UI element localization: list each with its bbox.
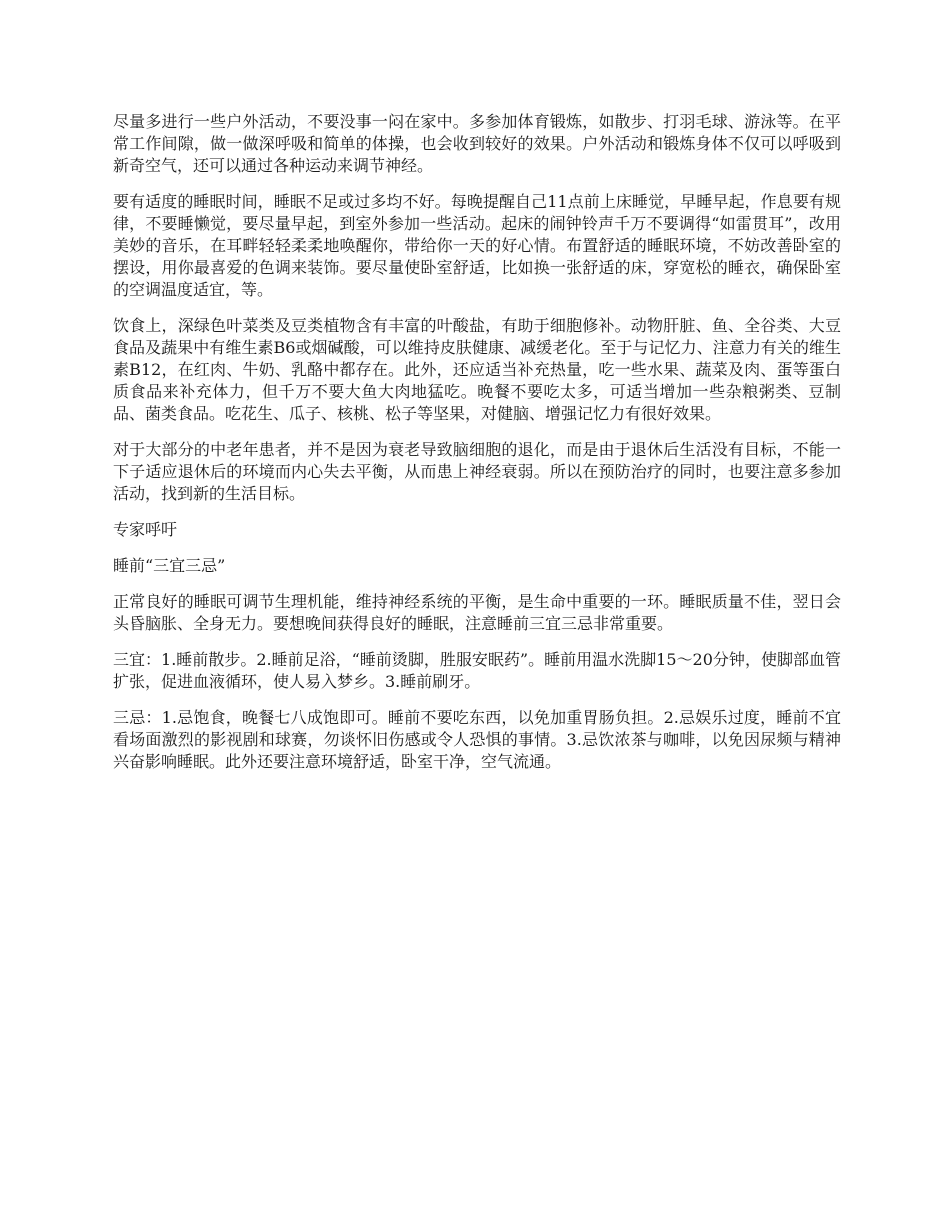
paragraph-three-dos: 三宜：1.睡前散步。2.睡前足浴，“睡前烫脚，胜服安眠药”。睡前用温水洗脚15～20分钟，使脚部血管扩张，促进血液循环，使人易入梦乡。3.睡前刷牙。 [113, 650, 841, 691]
paragraph-elderly-patients: 对于大部分的中老年患者，并不是因为衰老导致脑细胞的退化，而是由于退休后生活没有目标，不能一下子适应退休后的环境而内心失去平衡，从而患上神经衰弱。所以在预防治疗的同时，也要注意多参加活动，找到新的生活目标。 [113, 440, 841, 503]
paragraph-three-donts: 三忌：1.忌饱食，晚餐七八成饱即可。睡前不要吃东西，以免加重胃肠负担。2.忌娱乐过度，睡前不宜看场面激烈的影视剧和球赛，勿谈怀旧伤感或令人恐惧的事情。3.忌饮浓茶与咖啡，以免因尿频与精神兴奋影响睡眠。此外还要注意环境舒适，卧室干净，空气流通。 [113, 708, 841, 771]
paragraph-bedtime-title: 睡前“三宜三忌” [113, 556, 226, 575]
paragraph-sleep-quality: 正常良好的睡眠可调节生理机能，维持神经系统的平衡，是生命中重要的一环。睡眠质量不佳，翌日会头昏脑胀、全身无力。要想晚间获得良好的睡眠，注意睡前三宜三忌非常重要。 [113, 592, 841, 633]
paragraph-expert-appeal: 专家呼吁 [113, 520, 178, 539]
paragraph-sleep-time: 要有适度的睡眠时间，睡眠不足或过多均不好。每晚提醒自己11点前上床睡觉，早睡早起，作息要有规律，不要睡懒觉，要尽量早起，到室外参加一些活动。起床的闹钟铃声千万不要调得“如雷贯耳”，改用美妙的音乐，在耳畔轻轻柔柔地唤醒你，带给你一天的好心情。布置舒适的睡眠环境，不妨改善卧室的摆设，用你最喜爱的色调来装饰。要尽量使卧室舒适，比如换一张舒适的床，穿宽松的睡衣，确保卧室的空调温度适宜，等。 [113, 192, 841, 299]
document-body [113, 111, 841, 787]
paragraph-diet: 饮食上，深绿色叶菜类及豆类植物含有丰富的叶酸盐，有助于细胞修补。动物肝脏、鱼、全谷类、大豆食品及蔬果中有维生素B6或烟碱酸，可以维持皮肤健康、减缓老化。至于与记忆力、注意力有关的维生素B12，在红肉、牛奶、乳酪中都存在。此外，还应适当补充热量，吃一些水果、蔬菜及肉、蛋等蛋白质食品来补充体力，但千万不要大鱼大肉地猛吃。晚餐不要吃太多，可适当增加一些杂粮粥类、豆制品、菌类食品。吃花生、瓜子、核桃、松子等坚果，对健脑、增强记忆力有很好效果。 [113, 316, 841, 423]
paragraph-outdoor-activity: 尽量多进行一些户外活动，不要没事一闷在家中。多参加体育锻炼，如散步、打羽毛球、游泳等。在平常工作间隙，做一做深呼吸和简单的体操，也会收到较好的效果。户外活动和锻炼身体不仅可以呼吸到新奇空气，还可以通过各种运动来调节神经。 [113, 112, 841, 175]
